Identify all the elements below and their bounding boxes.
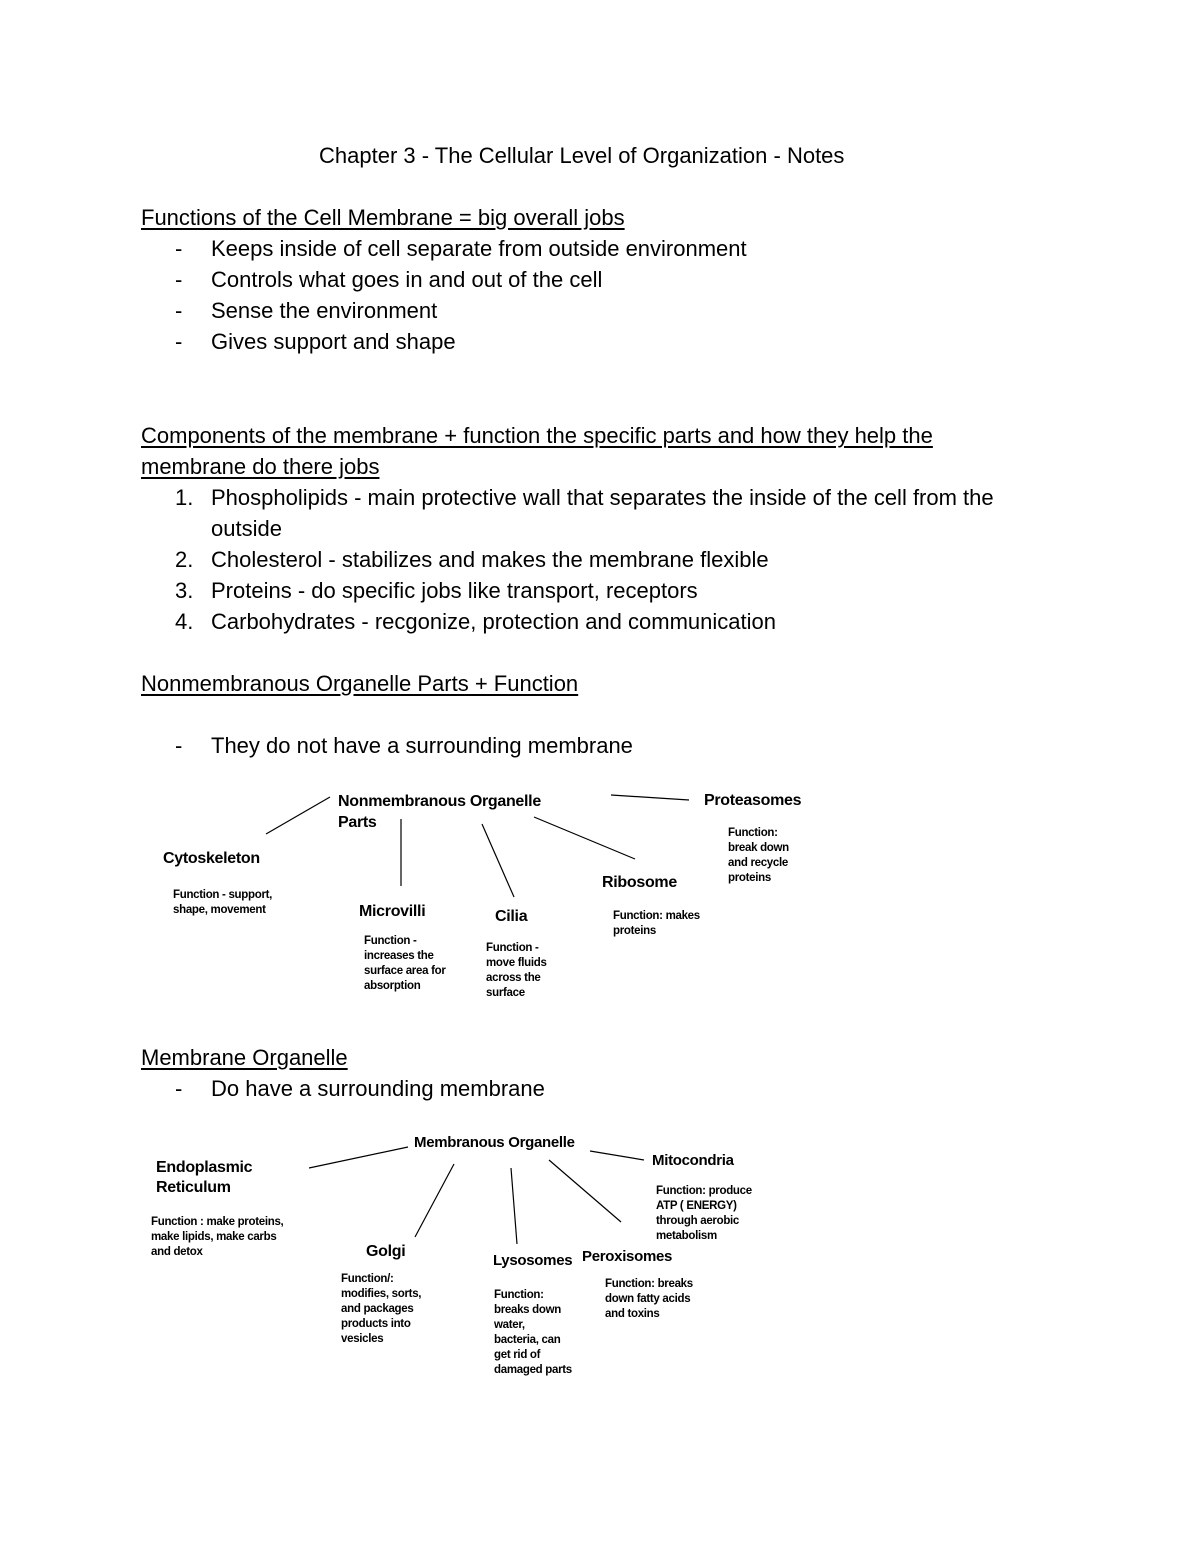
node-golgi: Golgi [366,1243,406,1260]
connector-golgi [415,1164,454,1237]
connector-cytoskeleton [266,797,330,834]
bullet-marker: - [175,733,183,758]
list-number: 4. [175,609,194,634]
list-item: Proteins - do specific jobs like transport, receptors [211,578,698,603]
diagram-center-nonmembranous: Nonmembranous Organelle [338,793,541,810]
connector-peroxisomes [549,1160,621,1222]
node-cytoskeleton-function: Function - support, shape, movement [173,889,273,916]
node-endoplasmic-reticulum-function: Function : make proteins, make lipids, make carbs and detox [151,1216,284,1258]
section-heading-membrane-organelle: Membrane Organelle [141,1045,348,1070]
bullet-marker: - [175,329,183,354]
node-peroxisomes: Peroxisomes [582,1248,673,1265]
connector-cilia [482,824,514,897]
list-number: 3. [175,578,194,603]
connector-ribosome [534,817,635,859]
list-item: Do have a surrounding membrane [211,1076,545,1101]
node-peroxisomes-function: Function: breaks down fatty acids and toxins [605,1278,693,1320]
node-microvilli: Microvilli [359,903,426,920]
list-item: Carbohydrates - recgonize, protection and communication [211,609,776,634]
node-golgi-function: Function/: modifies, sorts, and packages products into vesicles [341,1273,422,1345]
diagram-center-nonmembranous-cont: Parts [338,814,377,831]
node-lysosomes: Lysosomes [493,1252,573,1269]
node-cilia: Cilia [495,908,528,925]
node-mitocondria: Mitocondria [652,1152,734,1169]
list-number: 1. [175,485,194,510]
list-item: Cholesterol - stabilizes and makes the membrane flexible [211,547,769,572]
section-heading-nonmembranous: Nonmembranous Organelle Parts + Function [141,671,579,696]
section-heading-membrane-components-cont: membrane do there jobs [141,454,380,479]
diagram-center-membranous: Membranous Organelle [414,1134,575,1151]
connector-lysosomes [511,1168,517,1244]
node-microvilli-function: Function - increases the surface area for absorption [364,935,446,992]
node-endoplasmic-reticulum: Endoplasmic [156,1159,253,1176]
list-item: Keeps inside of cell separate from outside environment [211,236,747,261]
node-proteasomes: Proteasomes [704,792,802,809]
list-number: 2. [175,547,194,572]
bullet-marker: - [175,236,183,261]
node-cilia-function: Function - move fluids across the surface [486,942,547,999]
node-cytoskeleton: Cytoskeleton [163,850,260,867]
list-item: Sense the environment [211,298,438,323]
node-proteasomes-function: Function: break down and recycle proteins [728,827,789,884]
node-mitocondria-function: Function: produce ATP ( ENERGY) through aerobic metabolism [656,1185,752,1242]
connector-proteasomes [611,795,689,800]
bullet-marker: - [175,267,183,292]
section-heading-membrane-components: Components of the membrane + function the specific parts and how they help the [141,423,933,448]
node-ribosome-function: Function: makes proteins [613,910,700,937]
node-ribosome: Ribosome [602,874,677,891]
bullet-marker: - [175,298,183,323]
bullet-marker: - [175,1076,183,1101]
page-title: Chapter 3 - The Cellular Level of Organization - Notes [319,143,845,168]
section-heading-cell-membrane-functions: Functions of the Cell Membrane = big overall jobs [141,205,625,230]
list-item: Gives support and shape [211,329,456,354]
list-item: They do not have a surrounding membrane [211,733,633,758]
node-endoplasmic-reticulum-cont: Reticulum [156,1179,231,1196]
list-item-continuation: outside [211,516,282,541]
connector-endoplasmic-reticulum [309,1147,408,1168]
list-item: Phospholipids - main protective wall that separates the inside of the cell from the [211,485,994,510]
list-item: Controls what goes in and out of the cell [211,267,603,292]
connector-mitocondria [590,1151,644,1160]
node-lysosomes-function: Function: breaks down water, bacteria, can get rid of damaged parts [494,1289,572,1376]
